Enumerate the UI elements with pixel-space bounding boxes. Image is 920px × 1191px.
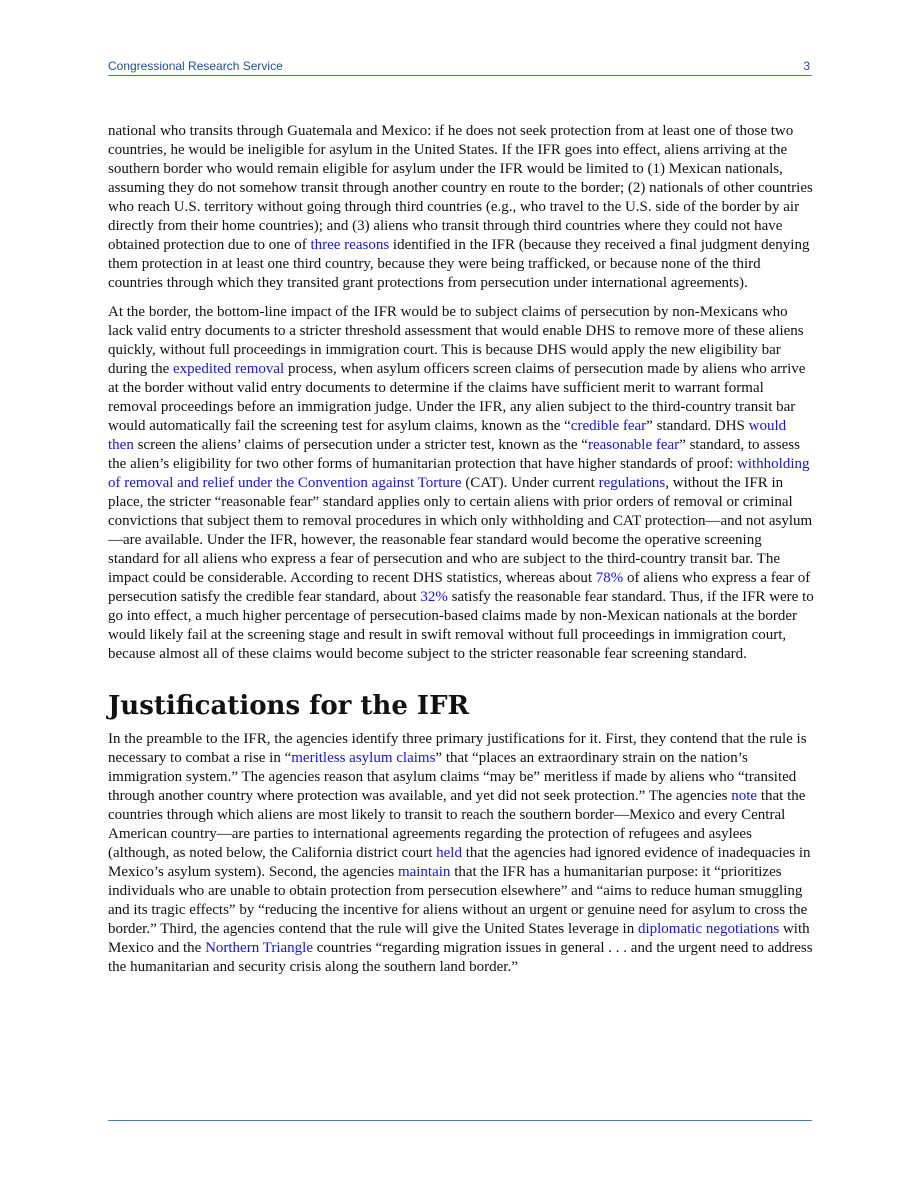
paragraph-border-impact: At the border, the bottom-line impact of the IFR would be to subject claims of persecution by non-Mexicans who lack valid entry documents to a stricter threshold assessment that would enable DHS to remove more of these aliens quickly, without full proceedings in immigration court. This is because DHS would apply the new eligibility bar during the expedited removal process, when asylum officers screen claims of persecution made by aliens who arrive at the border without valid entry documents to determine if the claims have sufficient merit to warrant formal removal proceedings before an immigration judge. Under the IFR, any alien subject to the third-country transit bar would automatically fail the screening test for asylum claims, known as the “credible fear” standard. DHS would then screen the aliens’ claims of persecution under a stricter test, known as the “reasonable fear” standard, to assess the alien’s eligibility for two other forms of humanitarian protection that have higher standards of proof: withholding of removal and relief under the Convention against Torture (CAT). Under current regulations, without the IFR in place, the stricter “reasonable fear” standard applies only to certain aliens with prior orders of removal or criminal convictions that subject them to removal procedures in which only withholding and CAT protection—and not asylum—are available. Under the IFR, however, the reasonable fear standard would become the operative screening standard for all aliens who express a fear of persecution and who are subject to the third-country transit bar. The impact could be considerable. According to recent DHS statistics, whereas about 78% of aliens who express a fear of persecution satisfy the credible fear standard, about 32% satisfy the reasonable fear standard. Thus, if the IFR were to go into effect, a much higher percentage of persecution-based claims made by non-Mexican nationals at the border would likely fail at the screening stage and result in swift removal without full proceedings in immigration court, because almost all of these claims would become subject to the stricter reasonable fear screening standard.: [108, 304, 814, 662]
link-78-percent[interactable]: 78%: [595, 570, 624, 586]
section-heading: Justifications for the IFR: [108, 691, 470, 721]
link-withholding-cat[interactable]: withholding of removal and relief under the Convention against Torture: [108, 456, 810, 491]
page-number: 3: [803, 59, 810, 73]
link-three-reasons[interactable]: three reasons: [310, 237, 390, 253]
link-held[interactable]: held: [436, 845, 462, 861]
link-32-percent[interactable]: 32%: [420, 589, 448, 605]
link-expedited-removal[interactable]: expedited removal: [173, 361, 285, 377]
page-header: [108, 58, 812, 76]
link-regulations[interactable]: regulations: [598, 475, 666, 491]
link-note[interactable]: note: [731, 788, 758, 804]
paragraph-transit-limits: national who transits through Guatemala and Mexico: if he does not seek protection from at least one of those two countries, he would be ineligible for asylum in the United States. If the IFR goes into effect, aliens arriving at the southern border who would remain eligible for asylum under the IFR would be limited to (1) Mexican nationals, assuming they do not somehow transit through another country en route to the border; (2) nationals of other countries who reach U.S. territory without going through third countries (e.g., who travel to the U.S. side of the border by air directly from their home countries); and (3) aliens who transit through third countries where they could not have obtained protection due to one of three reasons identified in the IFR (because they received a final judgment denying them protection in at least one third country, because they were being trafficked, or because none of the third countries through which they transited grant protections from persecution under international agreements).: [108, 123, 813, 291]
link-reasonable-fear[interactable]: reasonable fear: [587, 437, 680, 453]
paragraph-justifications: In the preamble to the IFR, the agencies identify three primary justifications for it. First, they contend that the rule is necessary to combat a rise in “meritless asylum claims” that “places an extraordinary strain on the nation’s immigration system.” The agencies reason that asylum claims “may be” meritless if made by aliens who “transited through another country where protection was available, and yet did not seek protection.” The agencies note that the countries through which aliens are most likely to transit to reach the southern border—Mexico and every Central American country—are parties to international agreements regarding the protection of refugees and asylees (although, as noted below, the California district court held that the agencies had ignored evidence of inadequacies in Mexico’s asylum system). Second, the agencies maintain that the IFR has a humanitarian purpose: it “prioritizes individuals who are unable to obtain protection from persecution elsewhere” and “aims to reduce human smuggling and its tragic effects” by “reducing the incentive for aliens without an urgent or genuine need for asylum to cross the border.” Third, the agencies contend that the rule will give the United States leverage in diplomatic negotiations with Mexico and the Northern Triangle countries “regarding migration issues in general . . . and the urgent need to address the humanitarian and security crisis along the southern land border.”: [108, 731, 813, 975]
link-diplomatic-negotiations[interactable]: diplomatic negotiations: [637, 921, 780, 937]
link-meritless-asylum-claims[interactable]: meritless asylum claims: [291, 750, 436, 766]
link-would-then[interactable]: would then: [108, 418, 787, 453]
link-credible-fear[interactable]: credible fear: [570, 418, 647, 434]
link-northern-triangle[interactable]: Northern Triangle: [205, 940, 313, 956]
publisher-name: Congressional Research Service: [108, 59, 283, 73]
footer-divider: [108, 1120, 812, 1121]
document-body: [108, 122, 814, 987]
link-maintain[interactable]: maintain: [397, 864, 451, 880]
